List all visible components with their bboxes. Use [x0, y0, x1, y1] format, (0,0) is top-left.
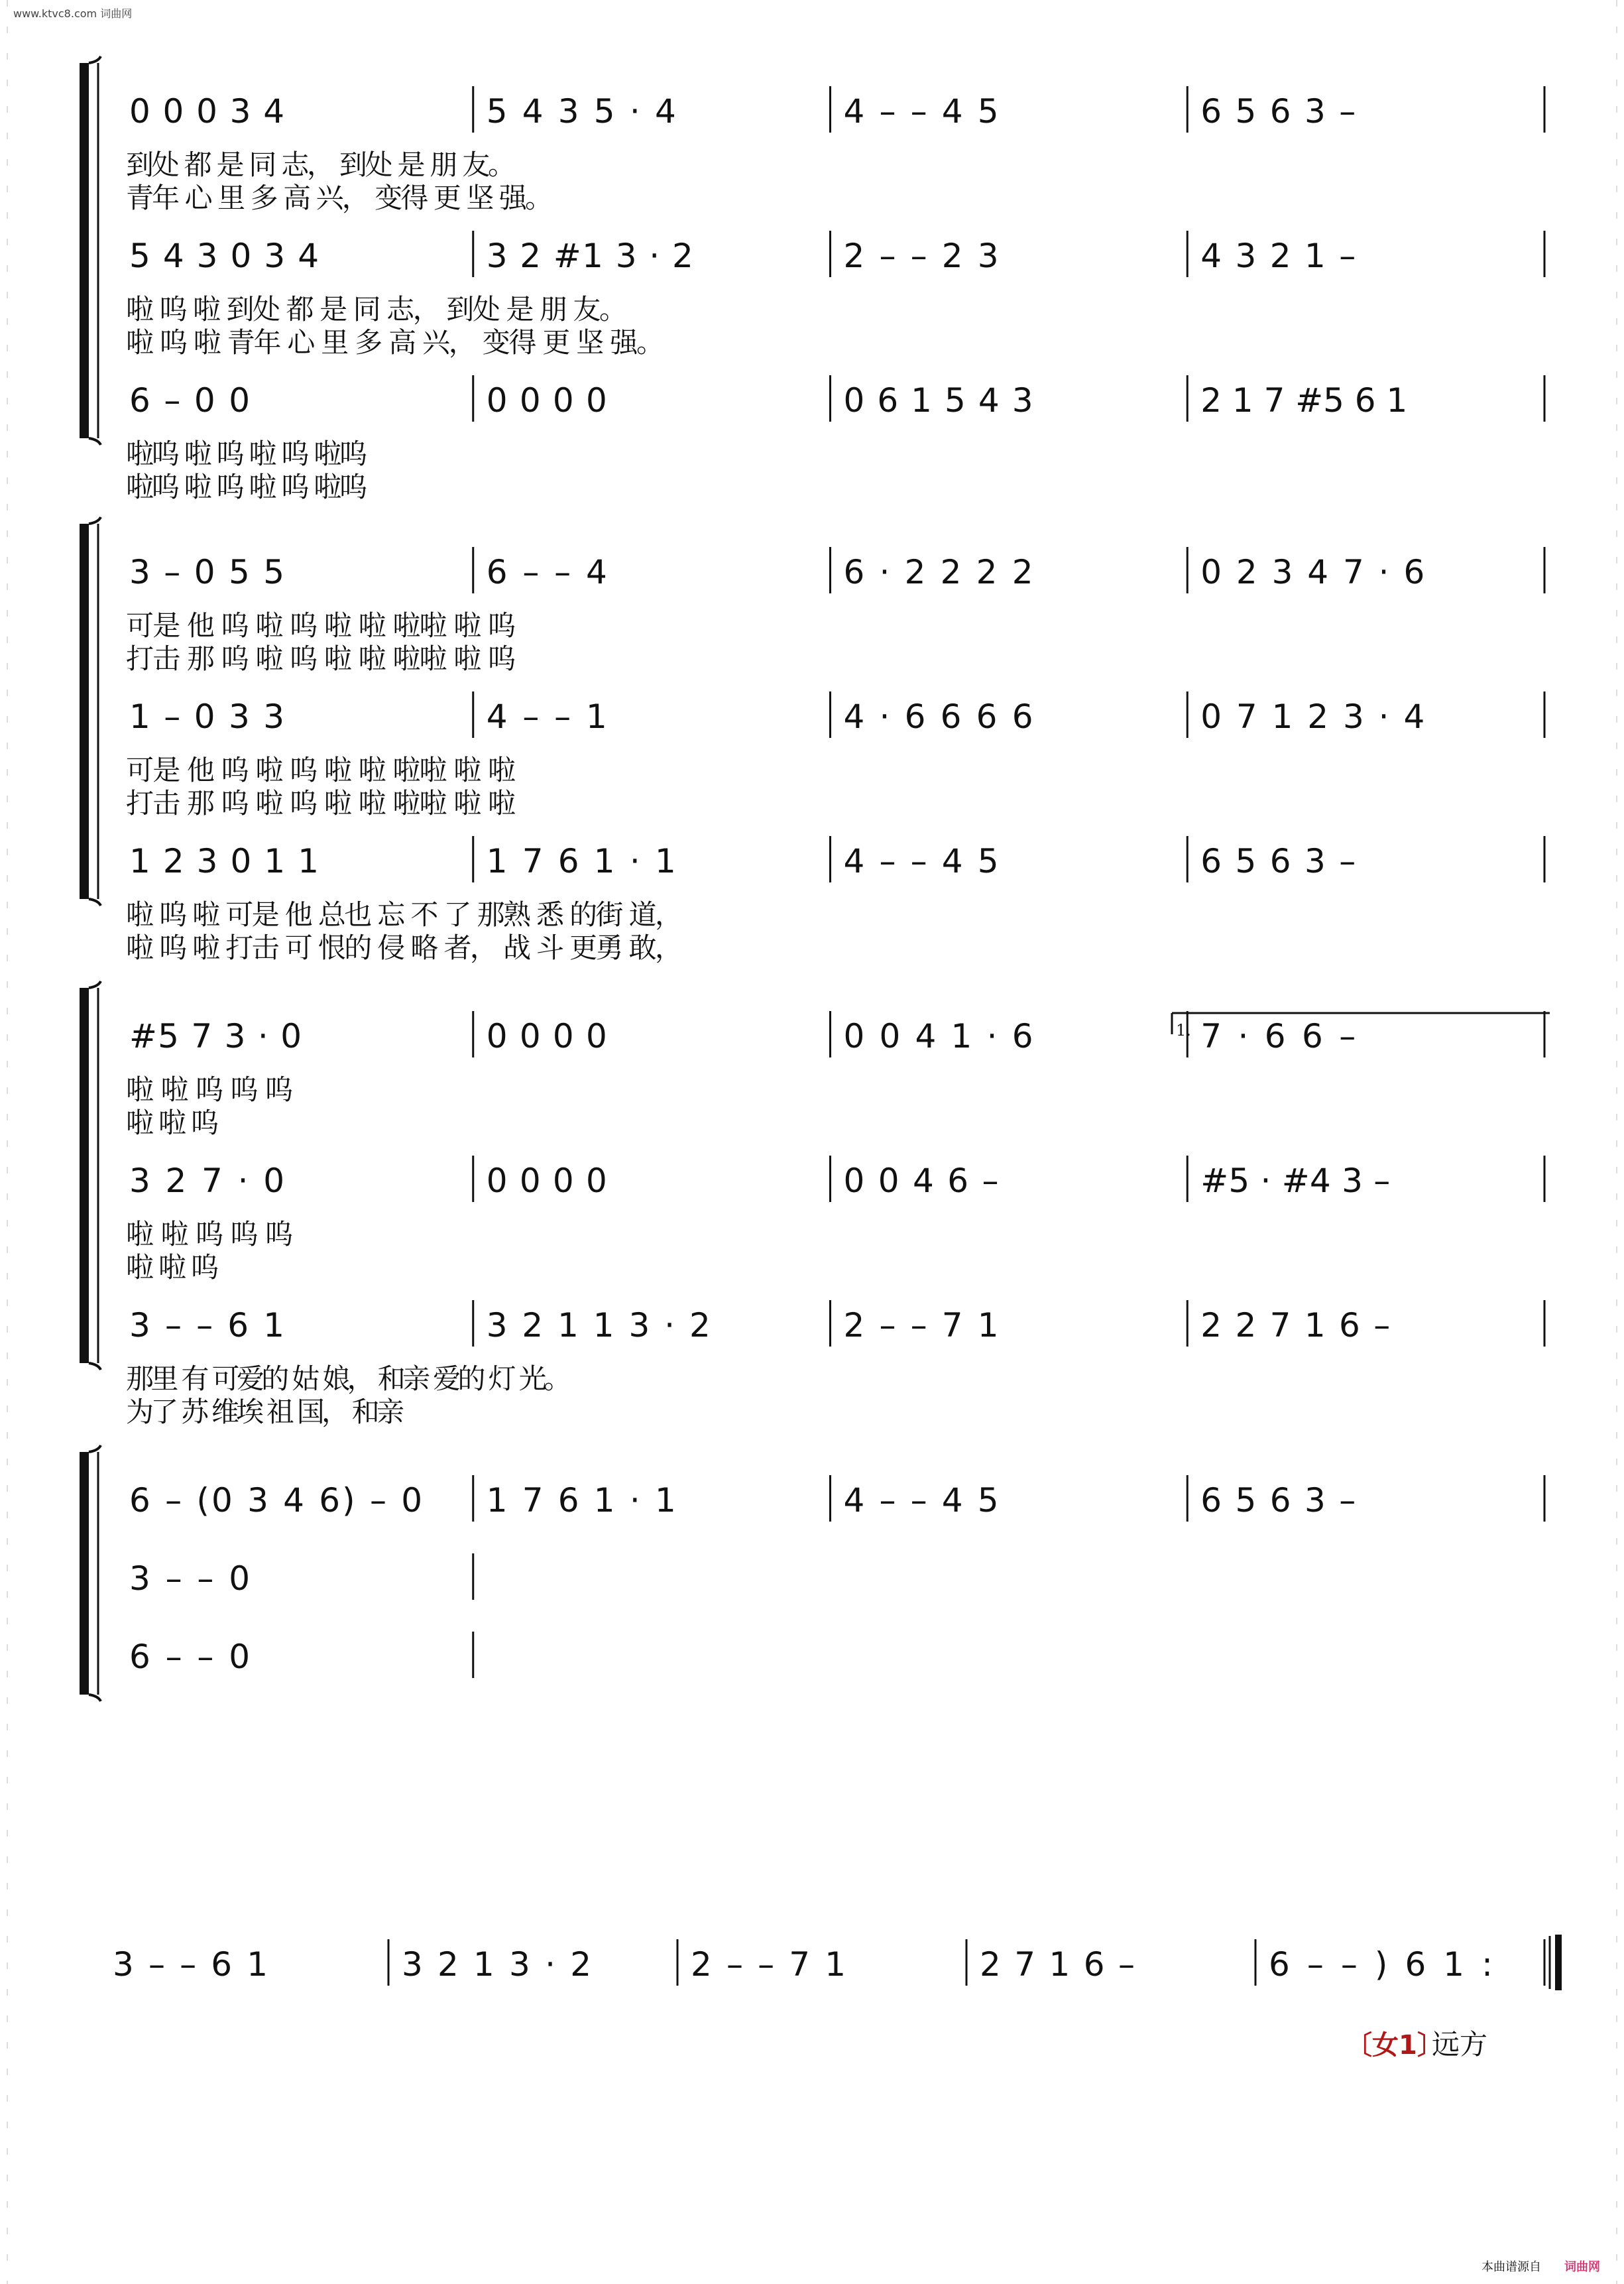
measure-notes: 4 – – 4 5 — [843, 92, 999, 131]
measure-notes: 2 – – 2 3 — [843, 237, 999, 275]
brace-bottom-hook — [89, 438, 101, 445]
final-bar-thick — [1555, 1935, 1562, 1990]
measure-notes: 5 4 3 5 · 4 — [486, 92, 676, 131]
measure-notes: 6 – (0 3 4 6) – 0 — [129, 1481, 422, 1520]
brace-bottom-hook — [89, 899, 101, 906]
voice-marker: 〔女1〕 — [1346, 2030, 1444, 2061]
measure-notes: 6 – – 4 — [486, 553, 607, 591]
lyric-line-1: 到处 都 是 同 志， 到处 是 朋 友。 — [126, 149, 516, 181]
system-brace — [80, 1452, 89, 1695]
lyric-line-2: 啦 啦 呜 — [126, 1251, 219, 1284]
measure-notes: 0 0 0 3 4 — [129, 92, 284, 131]
brace-bottom-hook — [89, 1695, 101, 1701]
brace-top-hook — [89, 981, 101, 988]
lyric-line-2: 青年 心 里 多 高 兴， 变得 更 坚 强。 — [126, 182, 553, 214]
system-brace — [80, 988, 89, 1363]
measure-notes: 0 0 4 6 – — [843, 1162, 999, 1200]
measure-notes: 2 – – 7 1 — [843, 1306, 999, 1345]
lyric-line-1: 可是 他 呜 啦 呜 啦 啦 啦啦 啦 呜 — [126, 609, 516, 642]
lyric-line-2: 打击 那 呜 啦 呜 啦 啦 啦啦 啦 呜 — [126, 642, 516, 675]
measure-notes: 3 2 #1 3 · 2 — [486, 237, 693, 275]
measure-notes: 0 0 0 0 — [486, 1162, 607, 1200]
final-lyric: 远方 — [1432, 2028, 1488, 2061]
measure-notes: 0 2 3 4 7 · 6 — [1200, 553, 1425, 591]
lyric-line-2: 啦 呜 啦 青年 心 里 多 高 兴， 变得 更 坚 强。 — [126, 326, 664, 359]
measure-notes: 3 2 1 3 · 2 — [402, 1945, 591, 1984]
lyric-line-1: 那里 有 可爱的 姑 娘， 和亲 爱的 灯 光。 — [126, 1362, 571, 1395]
system-brace — [80, 524, 89, 899]
measure-notes: 4 – – 4 5 — [843, 842, 999, 880]
measure-notes: 0 7 1 2 3 · 4 — [1200, 697, 1425, 736]
lyric-line-1: 啦 啦 呜 呜 呜 — [126, 1218, 293, 1250]
measure-notes: 0 6 1 5 4 3 — [843, 381, 1033, 420]
lyric-line-2: 打击 那 呜 啦 呜 啦 啦 啦啦 啦 啦 — [126, 787, 516, 819]
measure-notes: 6 – – ) 6 1 : — [1269, 1945, 1493, 1984]
lyric-line-2: 为了 苏 维埃 祖 国， 和亲 — [126, 1396, 404, 1428]
measure-notes: 3 – – 6 1 — [129, 1306, 284, 1345]
measure-notes: 0 0 0 0 — [486, 1017, 607, 1055]
lyric-line-2: 啦 啦 呜 — [126, 1107, 219, 1139]
brace-top-hook — [89, 1445, 101, 1452]
measure-notes: 2 2 7 1 6 – — [1200, 1306, 1391, 1345]
footer-source-label: 本曲谱源自 — [1481, 2260, 1541, 2274]
measure-notes: 1 – 0 3 3 — [129, 697, 284, 736]
measure-notes: 6 5 6 3 – — [1200, 842, 1356, 880]
measure-notes: 3 – 0 5 5 — [129, 553, 284, 591]
measure-notes: #5 · #4 3 – — [1200, 1162, 1391, 1200]
measure-notes: 3 2 7 · 0 — [129, 1162, 284, 1200]
measure-notes: 0 0 0 0 — [486, 381, 607, 420]
measure-notes: 4 – – 1 — [486, 697, 607, 736]
measure-notes: 2 7 1 6 – — [980, 1945, 1135, 1984]
score-notes — [113, 86, 1562, 1990]
lyric-line-2: 啦 呜 啦 打击 可 恨的 侵 略 者， 战 斗 更勇 敢， — [126, 932, 683, 964]
measure-notes: 4 · 6 6 6 6 — [843, 697, 1033, 736]
lyric-line-1: 啦 呜 啦 可是 他 总也 忘 不 了 那熟 悉 的街 道， — [126, 898, 683, 931]
measure-notes: 2 1 7 #5 6 1 — [1200, 381, 1408, 420]
measure-notes: 1 7 6 1 · 1 — [486, 842, 676, 880]
measure-notes: 6 – – 0 — [129, 1638, 250, 1676]
measure-notes: 6 5 6 3 – — [1200, 92, 1356, 131]
measure-notes: 4 3 2 1 – — [1200, 237, 1356, 275]
brace-top-hook — [89, 56, 101, 63]
site-header: www.ktvc8.com 词曲网 — [13, 7, 133, 20]
measure-notes: 6 – 0 0 — [129, 381, 250, 420]
system-brace — [80, 63, 89, 438]
measure-notes: 1 2 3 0 1 1 — [129, 842, 319, 880]
system-brackets — [80, 56, 101, 1701]
measure-notes: 6 5 6 3 – — [1200, 1481, 1356, 1520]
footer-logo: 词曲网 — [1564, 2260, 1600, 2274]
measure-notes: 3 – – 6 1 — [113, 1945, 268, 1984]
measure-notes: 6 · 2 2 2 2 — [843, 553, 1033, 591]
brace-top-hook — [89, 517, 101, 524]
measure-notes: 2 – – 7 1 — [691, 1945, 846, 1984]
measure-notes: 7 · 6 6 – — [1200, 1017, 1356, 1055]
measure-notes: 0 0 4 1 · 6 — [843, 1017, 1033, 1055]
lyric-line-1: 可是 他 呜 啦 呜 啦 啦 啦啦 啦 啦 — [126, 754, 516, 786]
lyric-line-1: 啦 啦 呜 呜 呜 — [126, 1073, 293, 1106]
volta-label: 1. — [1176, 1021, 1191, 1040]
measure-notes: 3 2 1 1 3 · 2 — [486, 1306, 711, 1345]
measure-notes: 3 – – 0 — [129, 1559, 250, 1598]
measure-notes: 4 – – 4 5 — [843, 1481, 999, 1520]
measure-notes: 1 7 6 1 · 1 — [486, 1481, 676, 1520]
lyric-line-1: 啦呜 啦 呜 啦 呜 啦呜 — [126, 438, 367, 470]
brace-bottom-hook — [89, 1363, 101, 1370]
measure-notes: 5 4 3 0 3 4 — [129, 237, 319, 275]
lyric-line-2: 啦呜 啦 呜 啦 呜 啦呜 — [126, 471, 367, 503]
measure-notes: #5 7 3 · 0 — [129, 1017, 302, 1055]
lyric-line-1: 啦 呜 啦 到处 都 是 同 志， 到处 是 朋 友。 — [126, 293, 627, 326]
